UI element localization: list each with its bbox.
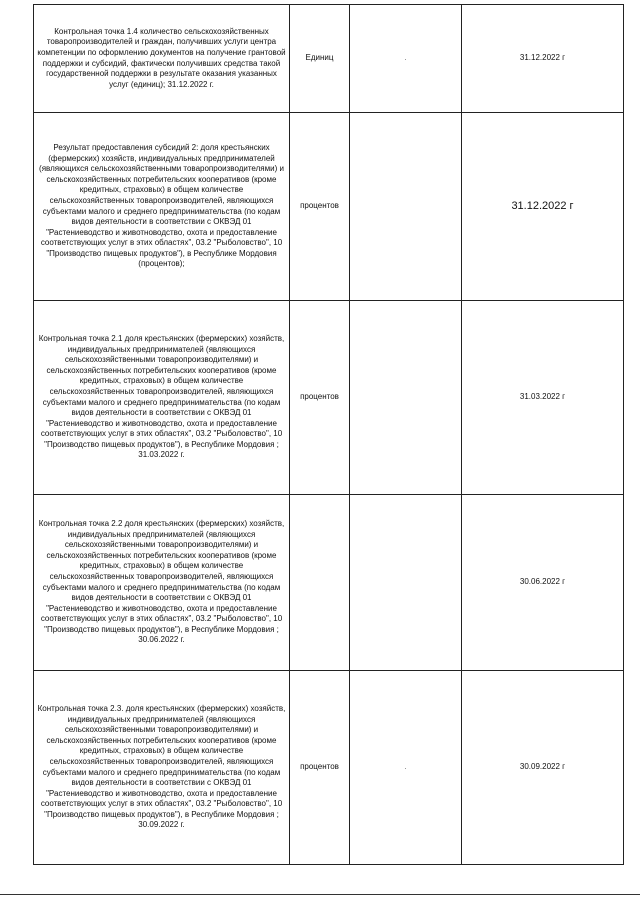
table-row: [34, 113, 624, 301]
table-row: [34, 301, 624, 495]
row-description: Контрольная точка 1.4 количество сельскохозяйственных товаропроизводителей и граждан, получивших услуги центра компетенции по оформлению документов на получение грантовой поддержки и субсидий, фактически получивших средства такой государственной поддержки в результате оказания указанных услуг (единиц); 31.12.2022 г.: [34, 5, 290, 113]
table-row: [34, 671, 624, 865]
table-row: [34, 495, 624, 671]
row-description: Контрольная точка 2.1 доля крестьянских (фермерских) хозяйств, индивидуальных предпринимателей (являющихся сельскохозяйственными товаропроизводителями) и сельскохозяйственных потребительских кооперативов (кроме кредитных, страховых) в общем количестве сельскохозяйственных товаропроизводителей, являющихся субъектами малого и среднего предпринимательства (по кодам видов деятельности в соответствии с ОКВЭД 01 "Растениеводство и животноводство, охота и предоставление соответствующих услуг в этих областях", 03.2 "Рыболовство", 10 "Производство пищевых продуктов"), в Республике Мордовия ; 31.03.2022 г.: [34, 301, 290, 495]
row-value: [350, 671, 462, 865]
results-table: [33, 4, 624, 865]
row-description: Контрольная точка 2.3. доля крестьянских (фермерских) хозяйств, индивидуальных предпринимателей (являющихся сельскохозяйственными товаропроизводителями) и сельскохозяйственных потребительских кооперативов (кроме кредитных, страховых) в общем количестве сельскохозяйственных товаропроизводителей, являющихся субъектами малого и среднего предпринимательства (по кодам видов деятельности в соответствии с ОКВЭД 01 "Растениеводство и животноводство, охота и предоставление соответствующих услуг в этих областях", 03.2 "Рыболовство", 10 "Производство пищевых продуктов"), в Республике Мордовия ; 30.09.2022 г.: [34, 671, 290, 865]
row-date: 30.06.2022 г: [462, 495, 624, 671]
row-value: [350, 301, 462, 495]
row-date: 31.12.2022 г: [462, 113, 624, 301]
row-date: 31.03.2022 г: [462, 301, 624, 495]
scan-dot: [405, 59, 406, 60]
row-description: Контрольная точка 2.2 доля крестьянских (фермерских) хозяйств, индивидуальных предпринимателей (являющихся сельскохозяйственными товаропроизводителями) и сельскохозяйственных потребительских кооперативов (кроме кредитных, страховых) в общем количестве сельскохозяйственных товаропроизводителей, являющихся субъектами малого и среднего предпринимательства (по кодам видов деятельности в соответствии с ОКВЭД 01 "Растениеводство и животноводство, охота и предоставление соответствующих услуг в этих областях", 03.2 "Рыболовство", 10 "Производство пищевых продуктов"), в Республике Мордовия ; 30.06.2022 г.: [34, 495, 290, 671]
row-value: [350, 495, 462, 671]
row-date: 31.12.2022 г: [462, 5, 624, 113]
row-description: Результат предоставления субсидий 2: доля крестьянских (фермерских) хозяйств, индивидуальных предпринимателей (являющихся сельскохозяйственными товаропроизводителями) и сельскохозяйственных потребительских кооперативов (кроме кредитных, страховых) в общем количестве сельскохозяйственных товаропроизводителей, являющихся субъектами малого и среднего предпринимательства (по кодам видов деятельности в соответствии с ОКВЭД 01 "Растениеводство и животноводство, охота и предоставление соответствующих услуг в этих областях", 03.2 "Рыболовство", 10 "Производство пищевых продуктов"), в Республике Мордовия (процентов);: [34, 113, 290, 301]
row-value: [350, 113, 462, 301]
row-unit: [290, 495, 350, 671]
scan-dot: [405, 768, 406, 769]
row-unit: процентов: [290, 113, 350, 301]
row-unit: процентов: [290, 671, 350, 865]
table-row: [34, 5, 624, 113]
row-date: 30.09.2022 г: [462, 671, 624, 865]
row-unit: Единиц: [290, 5, 350, 113]
row-value: [350, 5, 462, 113]
page-bottom-rule: [0, 894, 640, 895]
row-unit: процентов: [290, 301, 350, 495]
